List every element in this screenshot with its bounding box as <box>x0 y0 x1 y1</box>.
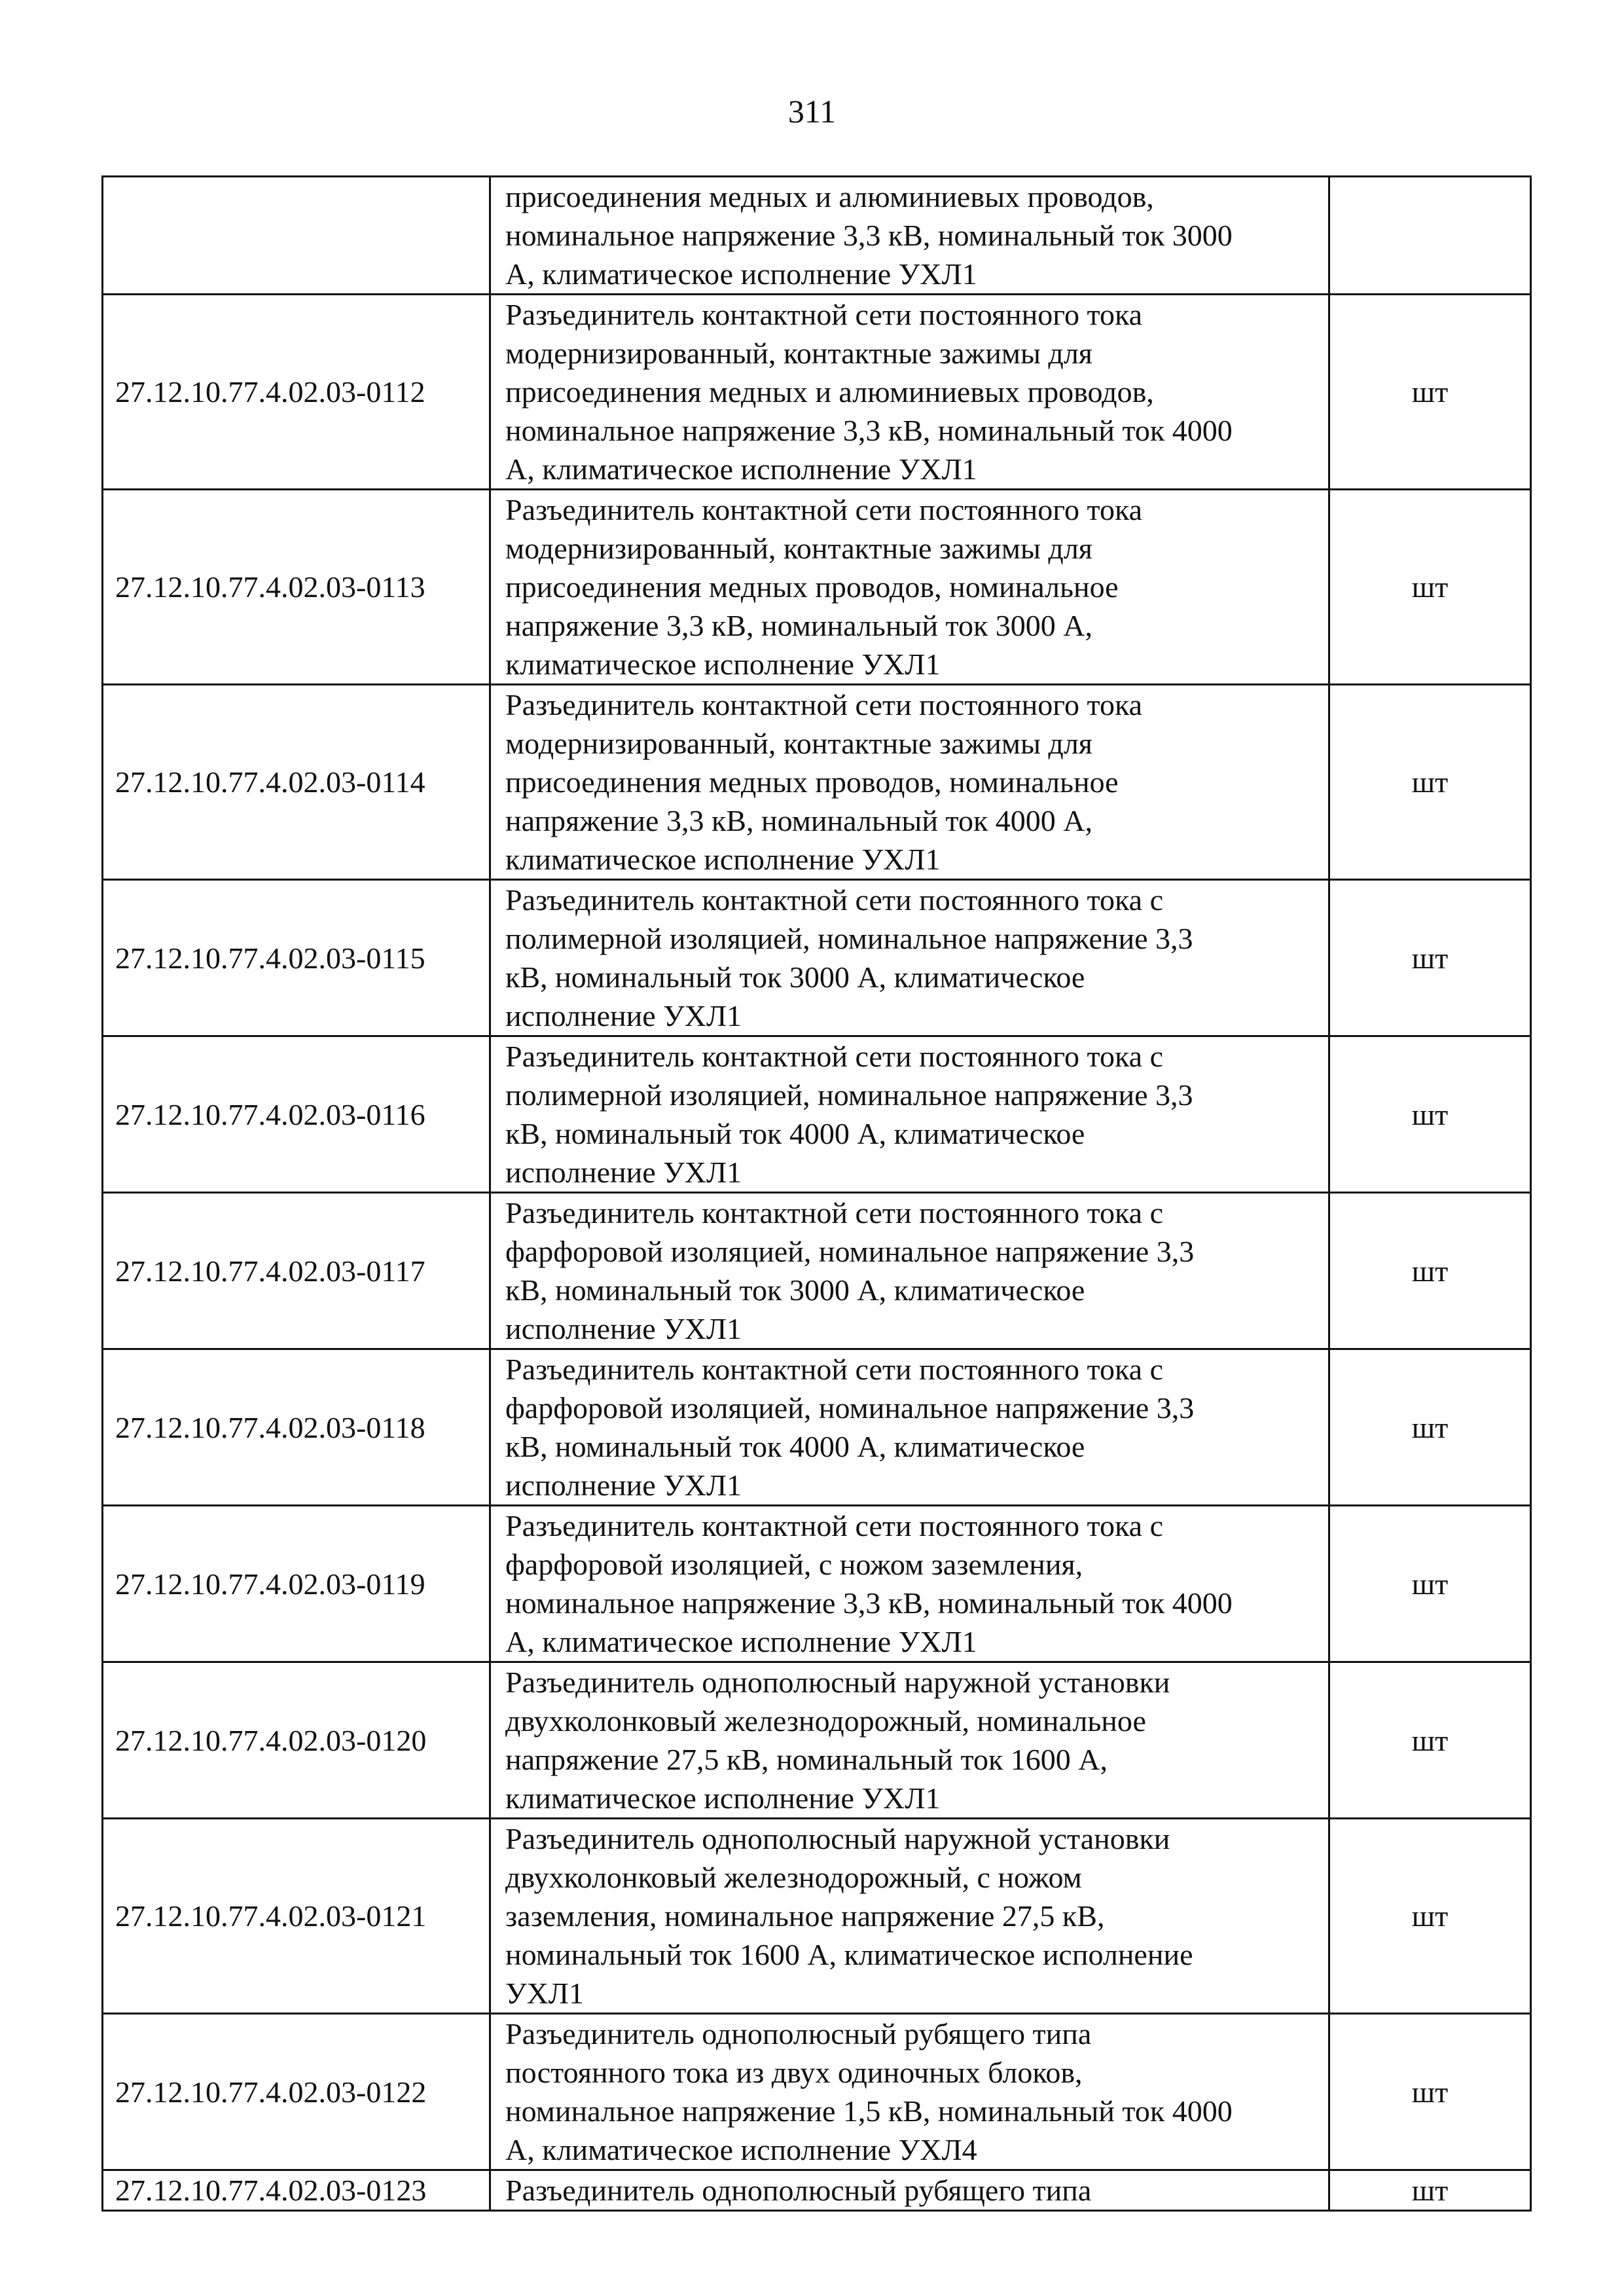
item-code: 27.12.10.77.4.02.03-0116 <box>103 1036 490 1193</box>
description-line: климатическое исполнение УХЛ1 <box>505 843 941 876</box>
table-row <box>103 685 1531 880</box>
item-description <box>490 1349 1329 1506</box>
description-line: климатическое исполнение УХЛ1 <box>505 1781 941 1815</box>
table-row <box>103 880 1531 1036</box>
description-line: Разъединитель контактной сети постоянного тока с <box>505 883 1163 917</box>
table-row <box>103 1349 1531 1506</box>
item-description <box>490 1506 1329 1662</box>
item-unit: шт <box>1329 1349 1531 1506</box>
description-line: заземления, номинальное напряжение 27,5 кВ, <box>505 1899 1105 1933</box>
description-line: присоединения медных проводов, номинальное <box>505 765 1119 799</box>
description-line: Разъединитель контактной сети постоянного тока с <box>505 1353 1163 1386</box>
item-description <box>490 295 1329 490</box>
item-code <box>103 177 490 295</box>
description-line: полимерной изоляцией, номинальное напряжение 3,3 <box>505 1078 1193 1112</box>
item-description <box>490 2014 1329 2170</box>
resource-table <box>101 175 1532 2212</box>
table-body <box>103 177 1531 2211</box>
item-unit: шт <box>1329 490 1531 685</box>
description-line: Разъединитель однополюсный рубящего типа <box>505 2017 1092 2050</box>
description-line: Разъединитель однополюсный рубящего типа <box>505 2174 1092 2207</box>
description-line: полимерной изоляцией, номинальное напряжение 3,3 <box>505 922 1193 955</box>
description-line: напряжение 27,5 кВ, номинальный ток 1600 А, <box>505 1743 1108 1776</box>
item-description <box>490 1819 1329 2014</box>
table-row <box>103 1506 1531 1662</box>
item-code: 27.12.10.77.4.02.03-0118 <box>103 1349 490 1506</box>
item-description <box>490 177 1329 295</box>
description-line: фарфоровой изоляцией, номинальное напряжение 3,3 <box>505 1391 1195 1425</box>
description-line: кВ, номинальный ток 4000 А, климатическое <box>505 1117 1085 1150</box>
description-line: модернизированный, контактные зажимы для <box>505 532 1092 565</box>
item-code: 27.12.10.77.4.02.03-0123 <box>103 2170 490 2211</box>
description-line: исполнение УХЛ1 <box>505 1468 742 1502</box>
description-line: Разъединитель контактной сети постоянного тока <box>505 493 1143 526</box>
item-code: 27.12.10.77.4.02.03-0112 <box>103 295 490 490</box>
description-line: номинальное напряжение 3,3 кВ, номинальный ток 4000 <box>505 1586 1233 1620</box>
table-row <box>103 1193 1531 1349</box>
item-unit: шт <box>1329 880 1531 1036</box>
table-row <box>103 1036 1531 1193</box>
item-unit: шт <box>1329 1036 1531 1193</box>
item-unit <box>1329 177 1531 295</box>
description-line: Разъединитель контактной сети постоянного тока с <box>505 1509 1163 1542</box>
description-line: А, климатическое исполнение УХЛ1 <box>505 452 977 486</box>
description-line: кВ, номинальный ток 4000 А, климатическое <box>505 1430 1085 1463</box>
description-line: кВ, номинальный ток 3000 А, климатическое <box>505 960 1085 994</box>
description-line: исполнение УХЛ1 <box>505 1156 742 1189</box>
table-row <box>103 2014 1531 2170</box>
item-code: 27.12.10.77.4.02.03-0120 <box>103 1662 490 1819</box>
description-line: модернизированный, контактные зажимы для <box>505 337 1092 370</box>
table-row <box>103 1662 1531 1819</box>
description-line: присоединения медных и алюминиевых проводов, <box>505 375 1154 409</box>
description-line: фарфоровой изоляцией, номинальное напряжение 3,3 <box>505 1235 1195 1268</box>
description-line: присоединения медных проводов, номинальное <box>505 570 1119 604</box>
item-unit: шт <box>1329 1506 1531 1662</box>
item-code: 27.12.10.77.4.02.03-0122 <box>103 2014 490 2170</box>
item-unit: шт <box>1329 2170 1531 2211</box>
item-description <box>490 490 1329 685</box>
description-line: УХЛ1 <box>505 1977 584 2010</box>
description-line: исполнение УХЛ1 <box>505 999 742 1032</box>
table-row <box>103 295 1531 490</box>
description-line: Разъединитель контактной сети постоянного тока <box>505 298 1143 331</box>
item-unit: шт <box>1329 295 1531 490</box>
table-row <box>103 177 1531 295</box>
item-unit: шт <box>1329 1662 1531 1819</box>
item-unit: шт <box>1329 1819 1531 2014</box>
item-code: 27.12.10.77.4.02.03-0115 <box>103 880 490 1036</box>
description-line: фарфоровой изоляцией, с ножом заземления, <box>505 1548 1083 1581</box>
description-line: двухколонковый железнодорожный, с ножом <box>505 1861 1082 1894</box>
table-row <box>103 490 1531 685</box>
item-code: 27.12.10.77.4.02.03-0121 <box>103 1819 490 2014</box>
description-line: постоянного тока из двух одиночных блоков, <box>505 2056 1083 2089</box>
item-description <box>490 880 1329 1036</box>
page-number: 311 <box>787 93 837 130</box>
item-description <box>490 1193 1329 1349</box>
item-code: 27.12.10.77.4.02.03-0113 <box>103 490 490 685</box>
description-line: модернизированный, контактные зажимы для <box>505 727 1092 760</box>
description-line: двухколонковый железнодорожный, номинальное <box>505 1704 1146 1738</box>
description-line: Разъединитель контактной сети постоянного тока <box>505 688 1143 721</box>
description-line: А, климатическое исполнение УХЛ4 <box>505 2133 977 2166</box>
description-line: Разъединитель контактной сети постоянного тока с <box>505 1196 1163 1230</box>
table-row <box>103 1819 1531 2014</box>
item-description <box>490 1036 1329 1193</box>
item-unit: шт <box>1329 1193 1531 1349</box>
description-line: Разъединитель однополюсный наружной установки <box>505 1666 1170 1699</box>
description-line: климатическое исполнение УХЛ1 <box>505 647 941 681</box>
table-row <box>103 2170 1531 2211</box>
description-line: исполнение УХЛ1 <box>505 1312 742 1345</box>
description-line: Разъединитель контактной сети постоянного тока с <box>505 1040 1163 1073</box>
item-code: 27.12.10.77.4.02.03-0117 <box>103 1193 490 1349</box>
description-line: номинальное напряжение 1,5 кВ, номинальный ток 4000 <box>505 2094 1233 2128</box>
description-line: номинальный ток 1600 А, климатическое исполнение <box>505 1938 1193 1971</box>
item-unit: шт <box>1329 685 1531 880</box>
description-line: А, климатическое исполнение УХЛ1 <box>505 257 977 291</box>
item-code: 27.12.10.77.4.02.03-0119 <box>103 1506 490 1662</box>
description-line: присоединения медных и алюминиевых проводов, <box>505 180 1154 213</box>
item-code: 27.12.10.77.4.02.03-0114 <box>103 685 490 880</box>
item-description <box>490 1662 1329 1819</box>
description-line: А, климатическое исполнение УХЛ1 <box>505 1625 977 1658</box>
description-line: напряжение 3,3 кВ, номинальный ток 3000 А, <box>505 609 1093 642</box>
description-line: номинальное напряжение 3,3 кВ, номинальный ток 3000 <box>505 219 1233 252</box>
description-line: кВ, номинальный ток 3000 А, климатическое <box>505 1273 1085 1307</box>
description-line: напряжение 3,3 кВ, номинальный ток 4000 А, <box>505 804 1093 837</box>
description-line: Разъединитель однополюсный наружной установки <box>505 1822 1170 1855</box>
item-unit: шт <box>1329 2014 1531 2170</box>
item-description <box>490 2170 1329 2211</box>
item-description <box>490 685 1329 880</box>
description-line: номинальное напряжение 3,3 кВ, номинальный ток 4000 <box>505 414 1233 447</box>
